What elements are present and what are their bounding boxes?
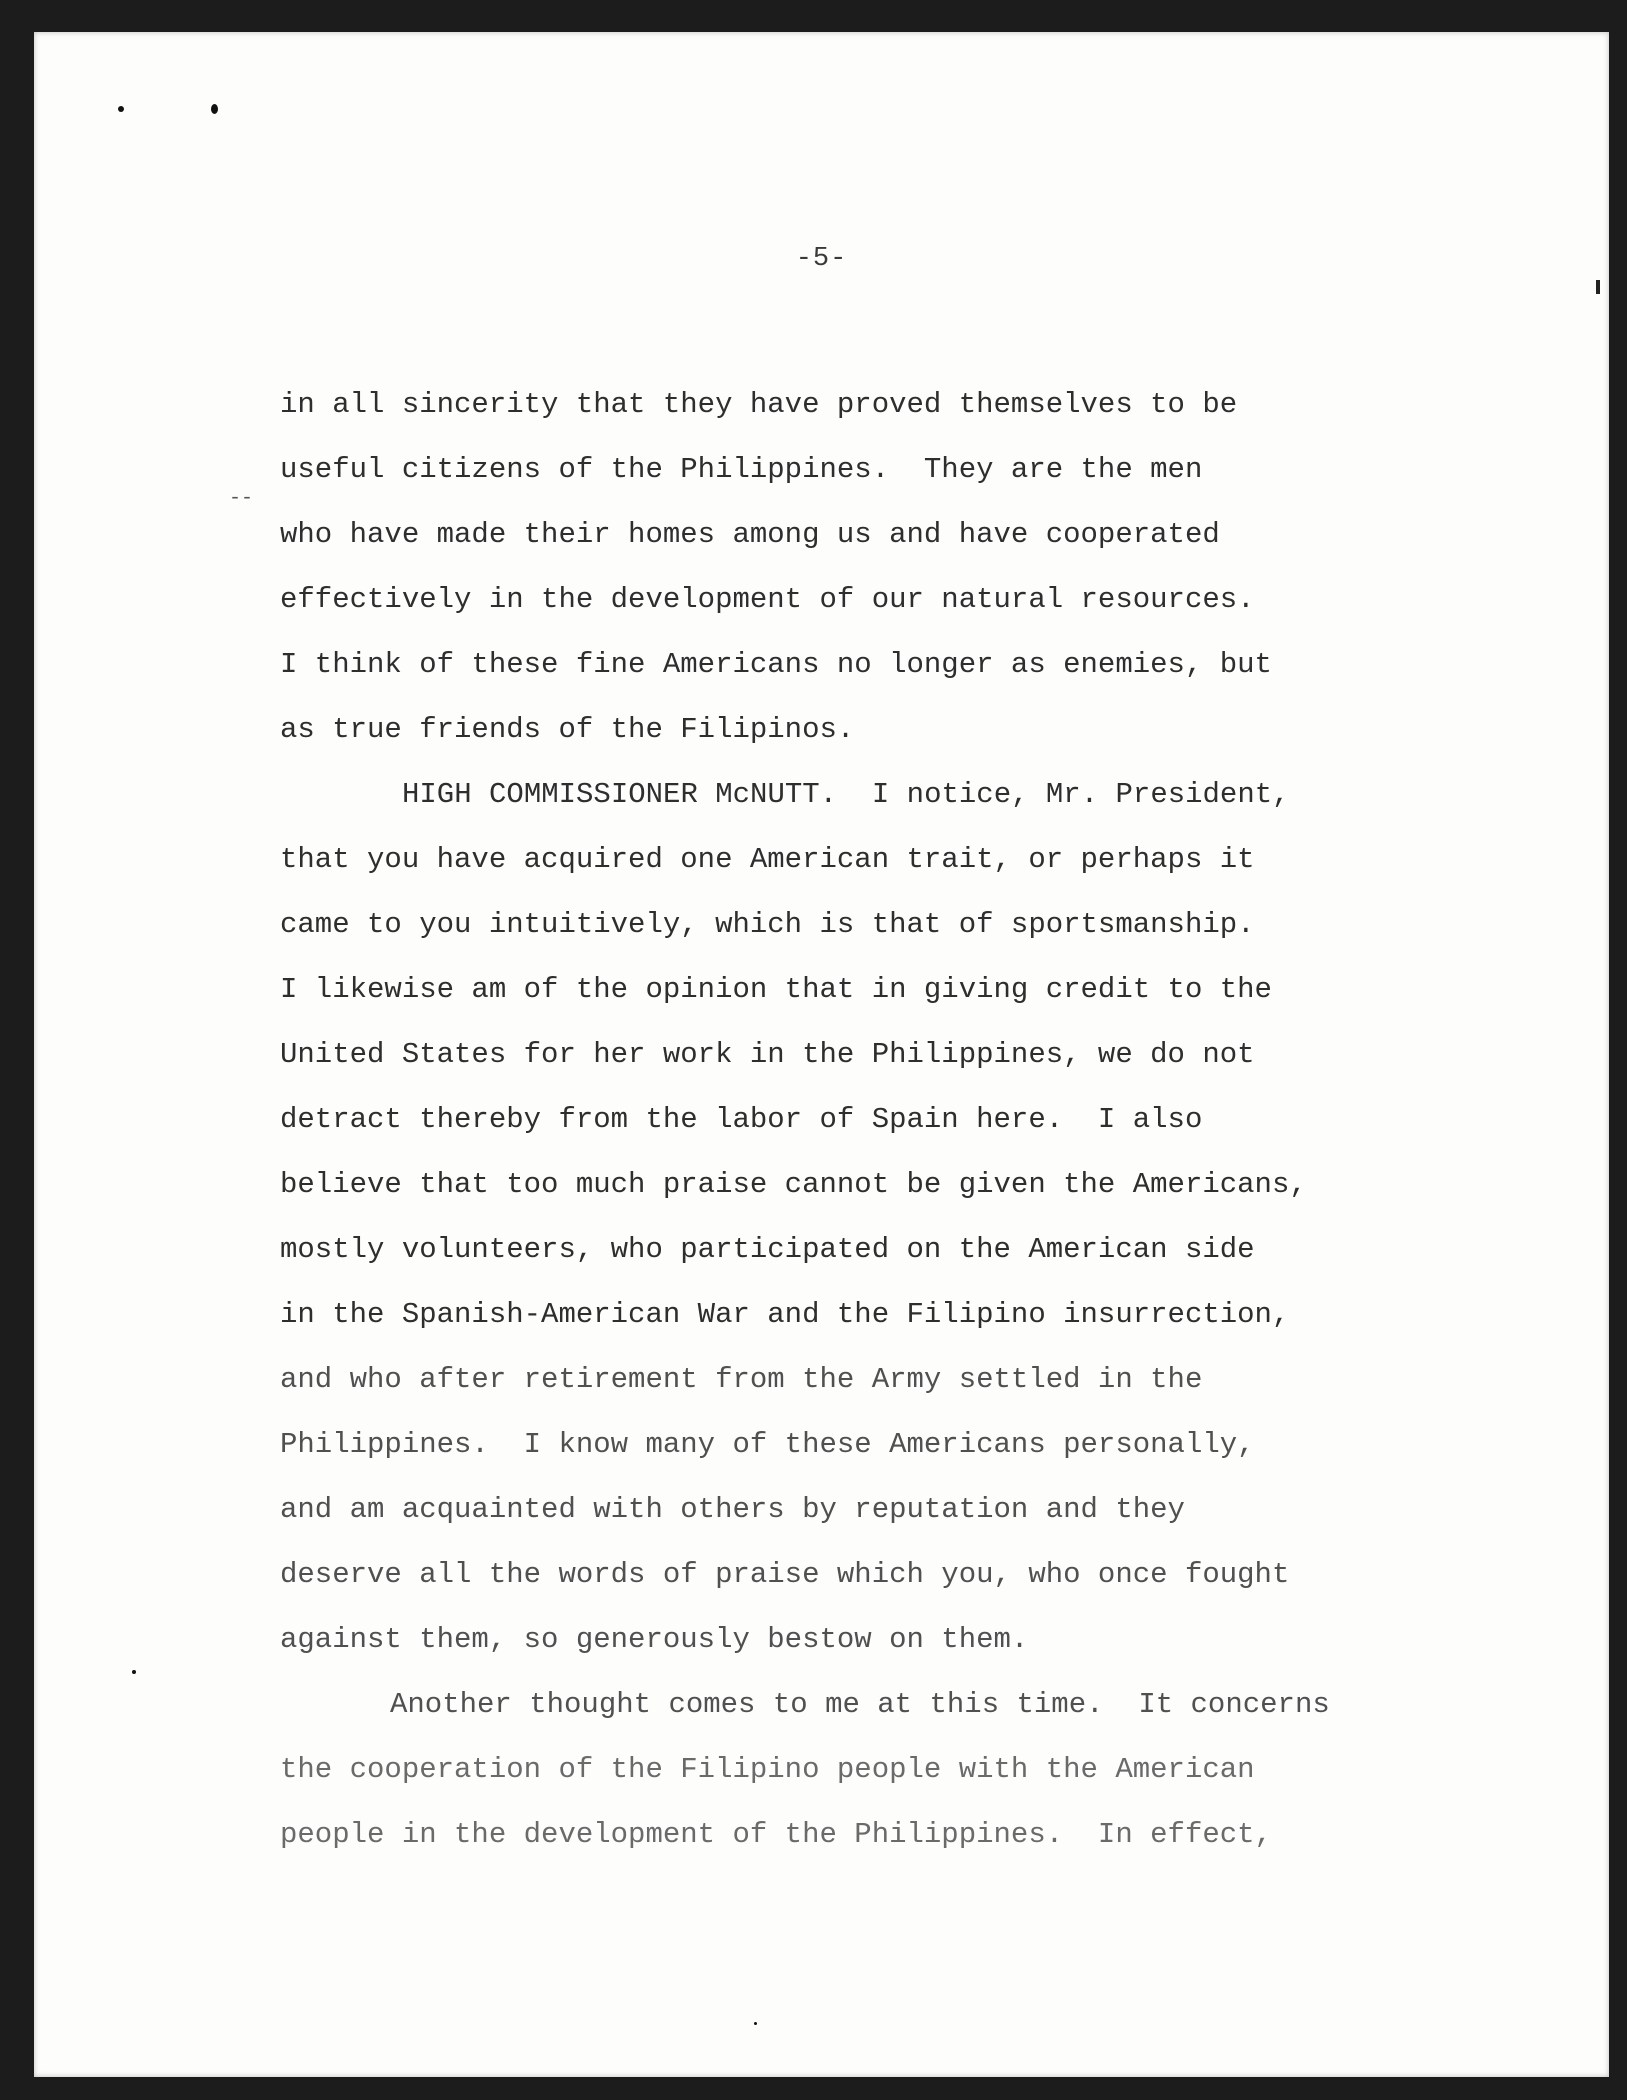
text-line: in the Spanish-American War and the Filipino insurrection, bbox=[280, 1298, 1290, 1331]
text-line: in all sincerity that they have proved themselves to be bbox=[280, 388, 1238, 421]
text-line: as true friends of the Filipinos. bbox=[280, 713, 855, 746]
punch-dot-left bbox=[118, 106, 124, 112]
body-text bbox=[280, 372, 1500, 1867]
text-line: effectively in the development of our natural resources. bbox=[280, 583, 1255, 616]
text-line: and who after retirement from the Army settled in the bbox=[280, 1363, 1203, 1396]
text-line: against them, so generously bestow on them. bbox=[280, 1623, 1029, 1656]
text-line: Another thought comes to me at this time. It concerns bbox=[390, 1688, 1330, 1721]
edge-tick-mark bbox=[1596, 280, 1600, 294]
punch-dot-right bbox=[211, 104, 218, 114]
paragraph-2 bbox=[280, 762, 1500, 1672]
text-line: who have made their homes among us and have cooperated bbox=[280, 518, 1220, 551]
paragraph-1 bbox=[280, 372, 1500, 762]
text-line: mostly volunteers, who participated on the American side bbox=[280, 1233, 1255, 1266]
stray-dot bbox=[132, 1670, 136, 1674]
text-line: I think of these fine Americans no longer as enemies, but bbox=[280, 648, 1272, 681]
margin-dash-mark: -- bbox=[229, 487, 254, 510]
text-line: people in the development of the Philippines. In effect, bbox=[280, 1818, 1272, 1851]
page-number: -5- bbox=[795, 244, 848, 274]
text-line: HIGH COMMISSIONER McNUTT. I notice, Mr. President, bbox=[402, 778, 1290, 811]
text-line: the cooperation of the Filipino people with the American bbox=[280, 1753, 1255, 1786]
document-page bbox=[34, 32, 1609, 2077]
text-line: I likewise am of the opinion that in giving credit to the bbox=[280, 973, 1272, 1006]
text-line: useful citizens of the Philippines. They are the men bbox=[280, 453, 1203, 486]
paragraph-3 bbox=[280, 1672, 1500, 1867]
text-line: that you have acquired one American trait, or perhaps it bbox=[280, 843, 1255, 876]
text-line: detract thereby from the labor of Spain here. I also bbox=[280, 1103, 1203, 1136]
text-line: believe that too much praise cannot be given the Americans, bbox=[280, 1168, 1307, 1201]
text-line: United States for her work in the Philippines, we do not bbox=[280, 1038, 1255, 1071]
text-line: Philippines. I know many of these Americans personally, bbox=[280, 1428, 1255, 1461]
stray-dot-bottom bbox=[754, 2022, 757, 2025]
text-line: deserve all the words of praise which you, who once fought bbox=[280, 1558, 1290, 1591]
text-line: and am acquainted with others by reputation and they bbox=[280, 1493, 1185, 1526]
text-line: came to you intuitively, which is that of sportsmanship. bbox=[280, 908, 1255, 941]
